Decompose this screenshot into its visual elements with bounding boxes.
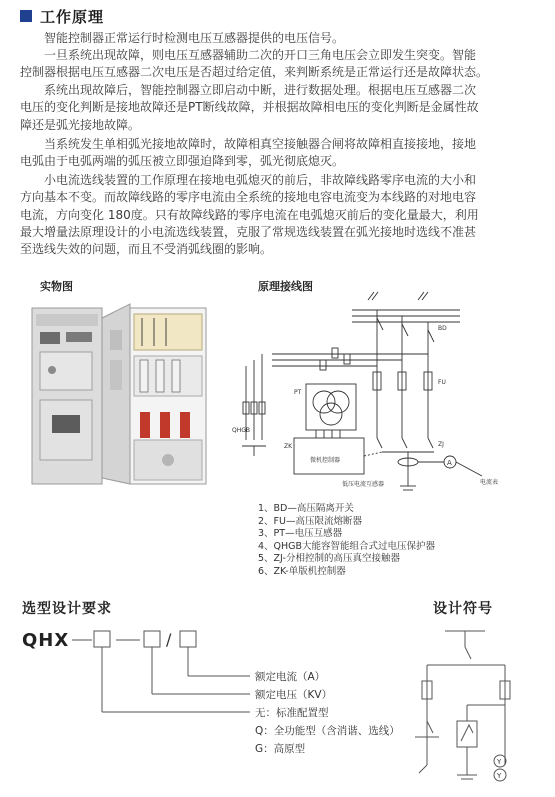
ammeter-glyph: A (447, 459, 452, 467)
tag-meter: 电流表 (480, 479, 499, 486)
model-item-current: 额定电流（A） (255, 671, 326, 683)
photo-label: 实物图 (40, 280, 73, 293)
wiring-diagram (232, 290, 522, 500)
model-item-plateau: G：高原型 (255, 743, 306, 755)
model-item-voltage: 额定电压（KV） (255, 689, 333, 701)
paragraph-line: 控制器根据电压互感器二次电压是否超过给定值，来判断系统是正常运行还是故障状态。 (20, 65, 489, 80)
legend-item: 4、QHGB大能容智能组合式过电压保护器 (258, 540, 436, 552)
paragraph-line: 障还是弧光接地故障。 (20, 117, 141, 132)
paragraph-line: 电弧由于电弧两端的弧压被立即强迫降到零，弧光彻底熄灭。 (20, 154, 345, 169)
heading-square-icon (20, 10, 32, 22)
model-item-full: Q：全功能型（含消谐、选线） (255, 725, 400, 737)
paragraph-line: 方向基本不变。而故障线路的零序电流由全系统的接地电容电流变为本线路的对地电容 (20, 190, 477, 205)
model-prefix: QHX (22, 630, 70, 651)
tag-zk: ZK (284, 443, 293, 450)
paragraph-line: 一旦系统出现故障，则电压互感器辅助二次的开口三角电压会立即发生突变。智能 (44, 48, 477, 62)
diagram-label: 原理接线图 (258, 280, 313, 293)
cabinet-photo (30, 300, 210, 488)
model-slash: / (166, 630, 172, 649)
diagram-legend (258, 503, 435, 578)
tag-qhgb: QHGB (232, 427, 250, 434)
tag-ct: 低压电流互感器 (342, 481, 385, 488)
tag-zj: ZJ (438, 441, 444, 448)
legend-item: 1、BD—高压隔离开关 (258, 503, 354, 514)
tag-fu: FU (438, 379, 446, 386)
section-heading (20, 6, 104, 26)
design-symbol (405, 625, 545, 790)
paragraph-2 (20, 47, 540, 82)
section-title: 工作原理 (40, 7, 105, 26)
paragraph-line: 电流，方向变化 180度。只有故障线路的零序电流在电弧熄灭前后的变化量最大，利用 (20, 207, 479, 222)
tag-controller: 微机控制器 (310, 457, 341, 464)
legend-item: 2、FU—高压限流熔断器 (258, 515, 362, 527)
selection-title: 选型设计要求 (22, 601, 112, 617)
paragraph-4 (20, 136, 540, 171)
paragraph-line: 当系统发生单相弧光接地故障时，故障相真空接触器合闸将故障相直接接地，接地 (44, 137, 477, 151)
legend-item: 3、PT—电压互感器 (258, 528, 343, 539)
paragraph-line: 至选线失效的问题，而且不受消弧线圈的影响。 (20, 242, 273, 257)
paragraph-line: 小电流选线装置的工作原理在接地电弧熄灭的前后，非故障线路零序电流的大小和 (44, 173, 477, 187)
paragraph-3 (20, 82, 540, 134)
symbol-y-bottom: Y (497, 772, 502, 780)
paragraph-line: 系统出现故障后，智能控制器立即启动中断，进行数据处理。根据电压互感器二次 (44, 83, 477, 97)
tag-pt: PT (294, 389, 302, 396)
paragraph-5 (20, 172, 540, 258)
tag-bd: BD (438, 325, 447, 332)
symbol-y-top: Y (497, 758, 502, 766)
symbol-title: 设计符号 (433, 601, 493, 617)
legend-item: 5、ZJ-分相控制的高压真空接触器 (258, 553, 400, 564)
paragraph-line: 智能控制器正常运行时检测电压互感器提供的电压信号。 (44, 31, 345, 45)
paragraph-line: 最大增量法原理设计的小电流选线装置，克服了常规选线装置在弧光接地时选线不准甚 (20, 224, 477, 239)
paragraph-1 (20, 30, 540, 47)
model-item-standard: 无：标准配置型 (255, 707, 329, 719)
legend-item: 6、ZK-单版机控制器 (258, 565, 346, 577)
paragraph-line: 电压的变化判断是接地故障还是PT断线故障，并根据故障相电压的变化判断是金属性故 (20, 100, 479, 115)
